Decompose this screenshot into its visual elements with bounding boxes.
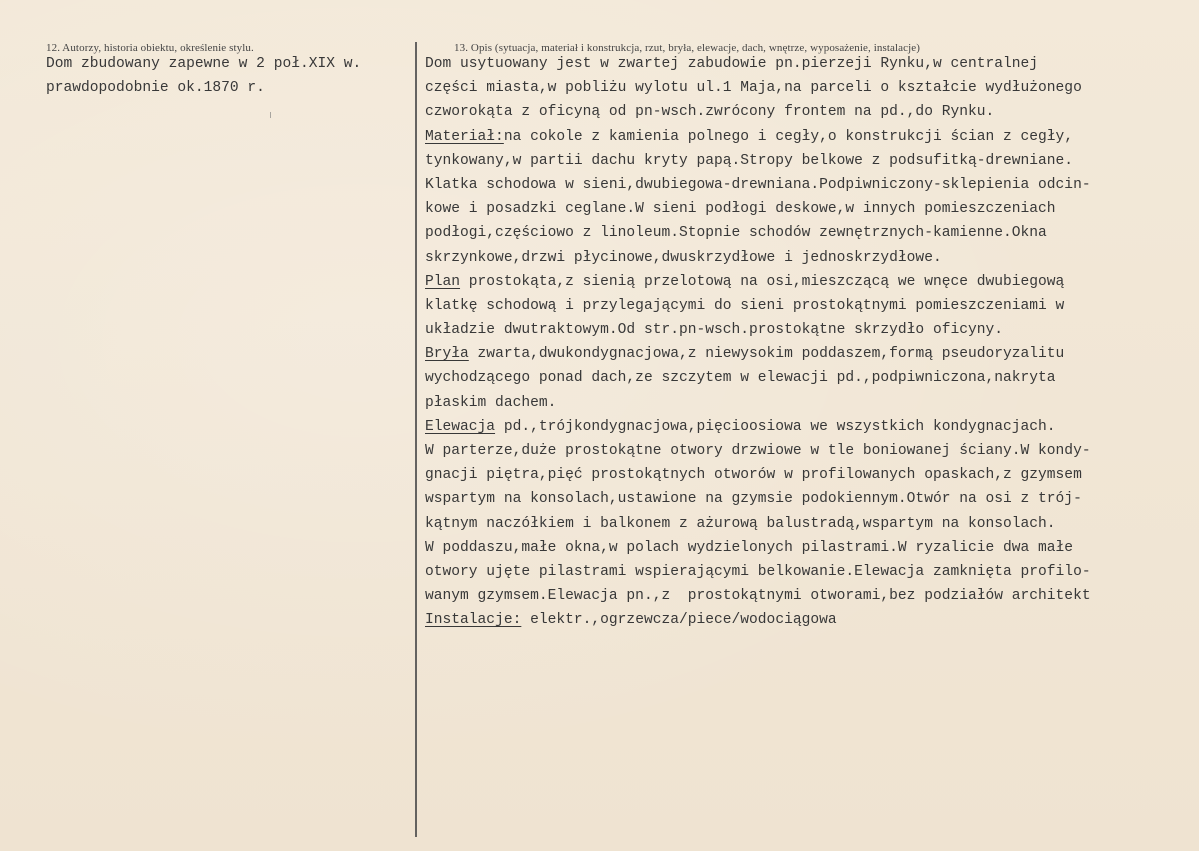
ink-mark — [270, 112, 271, 118]
text-line: gnacji piętra,pięć prostokątnych otworów w profilowanych opaskach,z gzymsem — [425, 467, 1082, 484]
text-line: Dom usytuowany jest w zwartej zabudowie pn.pierzeji Rynku,w centralnej — [425, 56, 1039, 72]
text-line: układzie dwutraktowym.Od str.pn-wsch.prostokątne skrzydło oficyny. — [425, 322, 1004, 339]
text-line: płaskim dachem. — [425, 394, 557, 411]
section-label: Bryła — [425, 346, 469, 363]
text-line: W parterze,duże prostokątne otwory drzwiowe w tle boniowanej ściany.W kondy- — [425, 443, 1091, 459]
column-divider — [415, 42, 417, 837]
text-line: tynkowany,w partii dachu kryty papą.Stropy belkowe z podsufitką-drewniane. — [425, 152, 1074, 169]
text-line: wychodzącego ponad dach,ze szczytem w elewacji pd.,podpiwniczona,nakryta — [425, 370, 1056, 387]
section-text: prostokąta,z sienią przelotową na osi,mieszczącą we wnęce dwubiegową — [460, 273, 1065, 290]
text-line — [425, 125, 1091, 149]
section-text: elektr.,ogrzewcza/piece/wodociągowa — [521, 612, 837, 629]
text-line: części miasta,w pobliżu wylotu ul.1 Maja,na parceli o kształcie wydłużonego — [425, 80, 1082, 97]
section-text: pd.,trójkondygnacjowa,pięcioosiowa we wszystkich kondygnacjach. — [495, 418, 1056, 435]
text-line: klatkę schodową i przylegającymi do sieni prostokątnymi pomieszczeniami w — [425, 297, 1065, 314]
description-text — [425, 52, 1091, 633]
text-line: wanym gzymsem.Elewacja pn.,z prostokątnymi otworami,bez podziałów architekt — [425, 588, 1091, 605]
text-line — [425, 415, 1091, 439]
text-line: czworokąta z oficyną od pn-wsch.zwrócony frontem na pd.,do Rynku. — [425, 104, 995, 121]
text-line — [425, 342, 1091, 366]
section-12-heading: 12. Autorzy, historia obiektu, określenie stylu. — [46, 42, 254, 54]
text-line: kowe i posadzki ceglane.W sieni podłogi deskowe,w innych pomieszczeniach — [425, 201, 1056, 218]
section-label: Materiał: — [425, 128, 504, 145]
text-line — [425, 608, 1091, 632]
text-line: wspartym na konsolach,ustawione na gzymsie podokiennym.Otwór na osi z trój- — [425, 491, 1082, 508]
text-line: W poddaszu,małe okna,w polach wydzielonych pilastrami.W ryzalicie dwa małe — [425, 539, 1074, 556]
text-line: otwory ujęte pilastrami wspierającymi belkowanie.Elewacja zamknięta profilo- — [425, 563, 1091, 580]
history-text — [46, 52, 361, 100]
text-line: Klatka schodowa w sieni,dwubiegowa-drewniana.Podpiwniczony-sklepienia odcin- — [425, 176, 1091, 193]
section-label: Plan — [425, 273, 461, 290]
section-text: na cokole z kamienia polnego i cegły,o konstrukcji ścian z cegły, — [503, 128, 1074, 145]
section-label: Elewacja — [425, 418, 496, 435]
text-line: prawdopodobnie ok.1870 r. — [46, 80, 265, 97]
section-label: Instalacje: — [425, 612, 522, 629]
text-line — [425, 270, 1091, 294]
text-line: skrzynkowe,drzwi płycinowe,dwuskrzydłowe i jednoskrzydłowe. — [425, 249, 942, 266]
text-line: podłogi,częściowo z linoleum.Stopnie schodów zewnętrznych-kamienne.Okna — [425, 225, 1047, 242]
text-line: kątnym naczółkiem i balkonem z ażurową balustradą,wspartym na konsolach. — [425, 515, 1056, 532]
section-text: zwarta,dwukondygnacjowa,z niewysokim poddaszem,formą pseudoryzalitu — [468, 346, 1065, 363]
section-13-heading: 13. Opis (sytuacja, materiał i konstrukcja, rzut, bryła, elewacje, dach, wnętrze, wyposażenie, instalacje) — [454, 42, 920, 54]
text-line: Dom zbudowany zapewne w 2 poł.XIX w. — [46, 56, 362, 72]
